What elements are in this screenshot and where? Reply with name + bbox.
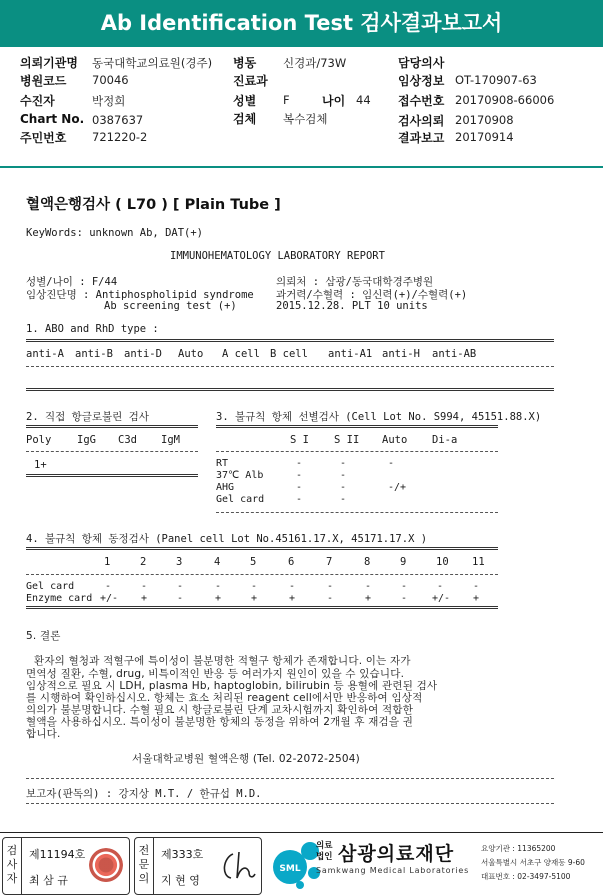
screen-col-auto: Auto xyxy=(382,434,408,446)
panel-result-cell: - xyxy=(251,581,258,592)
org-address: 서울특별시 서초구 양재동 9-60 xyxy=(481,858,585,867)
label-request-date: 검사의뢰 xyxy=(398,114,445,128)
screen-row-label: 37℃ Alb xyxy=(216,470,264,481)
abo-col-2: anti-B xyxy=(75,348,113,360)
header-divider xyxy=(0,166,603,168)
abo-col-1: anti-A xyxy=(26,348,64,360)
section4-title: 4. 불규칙 항체 동정검사 (Panel cell Lot No.45161.17.X, 45171.17.X ) xyxy=(26,533,428,545)
conclusion-line: 혈액을 사용하십시오. 특이성이 불분명한 항체의 동정을 위하여 2개월 후 재검을 권 xyxy=(26,716,414,728)
panel-cell-number: 11 xyxy=(472,556,485,568)
specialist-box xyxy=(134,837,262,895)
specialist-license: 제333호 xyxy=(161,848,204,861)
label-requesting-institution: 의뢰기관명 xyxy=(20,56,78,70)
section4-rule-mid xyxy=(26,574,498,575)
examiner-name: 최 삼 규 xyxy=(29,874,68,887)
panel-cell-number: 1 xyxy=(104,556,111,568)
conclusion-line: 임상적으로 필요 시 LDH, plasma Hb, haptoglobin, bilirubin 등 용혈에 관련된 검사 xyxy=(26,680,438,692)
section2-rule-mid xyxy=(26,451,198,452)
screen-col-s2: S II xyxy=(334,434,360,446)
label-ward: 병동 xyxy=(233,56,257,70)
panel-result-cell: - xyxy=(105,581,112,592)
panel-result-cell: + xyxy=(141,593,148,604)
reporter-rule-bottom xyxy=(26,803,554,804)
dat-col-igm: IgM xyxy=(161,434,180,446)
org-phone: 대표번호 : 02-3497-5100 xyxy=(481,872,571,881)
examiner-license: 제11194호 xyxy=(29,848,86,861)
conclusion-line: 를 시행하여 확인하십시오. 항체는 효소 처리된 reagent cell에서만 반응하여 임상적 xyxy=(26,692,423,704)
section4-rule-top xyxy=(26,547,498,550)
abo-col-3: anti-D xyxy=(124,348,162,360)
screen-cell: - xyxy=(296,458,303,469)
abo-col-6: B cell xyxy=(270,348,308,360)
conclusion-line: 합니다. xyxy=(26,728,61,740)
specialist-signature xyxy=(219,848,257,884)
value-report-date: 20170914 xyxy=(455,130,514,144)
panel-result-cell: - xyxy=(401,581,408,592)
section3-rule-mid xyxy=(216,451,498,452)
value-sex: F xyxy=(283,93,290,107)
abo-col-5: A cell xyxy=(222,348,260,360)
section2-rule-bottom xyxy=(26,474,198,477)
examiner-seal xyxy=(89,848,123,882)
specialist-label: 전 문 의 xyxy=(138,844,150,885)
panel-result-cell: - xyxy=(141,581,148,592)
label-doctor: 담당의사 xyxy=(398,56,445,70)
panel-result-cell: + xyxy=(289,593,296,604)
panel-result-cell: +/- xyxy=(100,593,119,604)
panel-result-cell: + xyxy=(215,593,222,604)
section4-rule-bottom xyxy=(26,606,498,609)
screen-cell: - xyxy=(340,470,347,481)
screen-cell: - xyxy=(296,482,303,493)
screen-cell: - xyxy=(340,458,347,469)
patient-info-panel xyxy=(0,47,603,167)
panel-result-cell: - xyxy=(401,593,408,604)
dat-col-c3d: C3d xyxy=(118,434,137,446)
label-report-date: 결과보고 xyxy=(398,131,445,145)
footer xyxy=(0,832,603,896)
conclusion-line: 환자의 혈청과 적혈구에 특이성이 불분명한 적혈구 항체가 존재합니다. 이는 자가 xyxy=(34,655,411,667)
conclusion-line: 의의가 불분명합니다. 수혈 필요 시 항글로불린 단계 교차시험까지 확인하여 적합한 xyxy=(26,704,414,716)
panel-cell-number: 6 xyxy=(288,556,295,568)
screen-cell: -/+ xyxy=(388,482,407,493)
org-code: 요양기관 : 11365200 xyxy=(481,844,556,853)
label-department: 진료과 xyxy=(233,74,268,88)
label-clinical-info: 임상정보 xyxy=(398,74,445,88)
examiner-divider xyxy=(21,838,22,894)
panel-cell-number: 8 xyxy=(364,556,371,568)
panel-cell-number: 7 xyxy=(326,556,333,568)
section1-title: 1. ABO and RhD type : xyxy=(26,323,159,335)
panel-result-cell: - xyxy=(437,581,444,592)
panel-cell-number: 10 xyxy=(436,556,449,568)
value-ward: 신경과/73W xyxy=(283,56,347,70)
panel-result-cell: - xyxy=(365,581,372,592)
panel-result-cell: - xyxy=(473,581,480,592)
report-heading: IMMUNOHEMATOLOGY LABORATORY REPORT xyxy=(170,250,385,262)
svg-text:SML: SML xyxy=(279,864,301,874)
panel-cell-number: 9 xyxy=(400,556,407,568)
panel-row-label: Gel card xyxy=(26,581,75,592)
patient-history-2: 2015.12.28. PLT 10 units xyxy=(276,300,428,312)
screen-cell: - xyxy=(340,482,347,493)
panel-cell-number: 5 xyxy=(250,556,257,568)
value-clinical-info: OT-170907-63 xyxy=(455,73,537,87)
report-title: Ab Identification Test 검사결과보고서 xyxy=(0,0,603,47)
panel-result-cell: - xyxy=(327,593,334,604)
label-resident-no: 주민번호 xyxy=(20,131,67,145)
reporter: 보고자(판독의) : 강지상 M.T. / 한규섭 M.D. xyxy=(26,788,262,800)
value-patient-name: 박정희 xyxy=(92,94,126,108)
screen-row-label: Gel card xyxy=(216,494,265,505)
panel-result-cell: + xyxy=(251,593,258,604)
screen-cell: - xyxy=(340,494,347,505)
dat-col-poly: Poly xyxy=(26,434,52,446)
abo-col-4: Auto xyxy=(178,348,204,360)
patient-diagnosis-2: Ab screening test (+) xyxy=(104,300,237,312)
label-receipt-no: 접수번호 xyxy=(398,94,445,108)
panel-cell-number: 2 xyxy=(140,556,147,568)
patient-history-1: 과거력/수혈력 : 임신력(+)/수혈력(+) xyxy=(276,289,468,301)
screen-cell: - xyxy=(296,470,303,481)
institution: 서울대학교병원 혈액은행 (Tel. 02-2072-2504) xyxy=(132,753,360,765)
panel-cell-number: 4 xyxy=(214,556,221,568)
screen-col-dia: Di-a xyxy=(432,434,458,446)
value-requesting-institution: 동국대학교의료원(경주) xyxy=(92,56,213,70)
screen-col-s1: S I xyxy=(290,434,309,446)
patient-diagnosis-1: 임상진단명 : Antiphospholipid syndrome xyxy=(26,289,254,301)
abo-col-8: anti-H xyxy=(382,348,420,360)
panel-result-cell: - xyxy=(289,581,296,592)
value-specimen: 복수검체 xyxy=(283,112,328,126)
panel-result-cell: - xyxy=(177,593,184,604)
value-request-date: 20170908 xyxy=(455,113,514,127)
section3-title: 3. 불규칙 항체 선별검사 (Cell Lot No. S994, 45151.88.X) xyxy=(216,411,542,423)
panel-cell-number: 3 xyxy=(176,556,183,568)
screen-cell: - xyxy=(388,458,395,469)
keywords: KeyWords: unknown Ab, DAT(+) xyxy=(26,227,204,239)
org-type: 의료 법인 xyxy=(316,841,333,862)
patient-referral: 의뢰처 : 삼광/동국대학경주병원 xyxy=(276,276,434,288)
screen-row-label: AHG xyxy=(216,482,235,493)
panel-result-cell: - xyxy=(327,581,334,592)
value-age: 44 xyxy=(356,93,371,107)
org-english: Samkwang Medical Laboratories xyxy=(316,866,470,875)
value-chart-no: 0387637 xyxy=(92,113,144,127)
patient-sex-age: 성별/나이 : F/44 xyxy=(26,276,118,288)
section2-rule-top xyxy=(26,425,198,428)
conclusion-line: 면역성 질환, 수혈, drug, 비특이적인 반응 등 여러가지 원인이 있을 수 있습니다. xyxy=(26,668,405,680)
value-resident-no: 721220-2 xyxy=(92,130,148,144)
section1-rule-top xyxy=(26,339,554,342)
specialist-name: 지 현 영 xyxy=(161,874,200,887)
screen-cell: - xyxy=(296,494,303,505)
label-chart-no: Chart No. xyxy=(20,112,85,126)
panel-result-cell: + xyxy=(365,593,372,604)
label-specimen: 검체 xyxy=(233,112,257,126)
section3-rule-top xyxy=(216,425,498,428)
examiner-label: 검 사 자 xyxy=(6,844,18,885)
section3-rule-bottom xyxy=(216,512,498,513)
org-name: 삼광의료재단 xyxy=(338,843,455,865)
panel-row-label: Enzyme card xyxy=(26,593,93,604)
abo-col-9: anti-AB xyxy=(432,348,477,360)
section2-title: 2. 직접 항글로불린 검사 xyxy=(26,411,149,423)
abo-col-7: anti-A1 xyxy=(328,348,373,360)
label-hospital-code: 병원코드 xyxy=(20,74,67,88)
screen-row-label: RT xyxy=(216,458,229,469)
panel-result-cell: + xyxy=(473,593,480,604)
panel-result-cell: +/- xyxy=(432,593,451,604)
value-receipt-no: 20170908-66006 xyxy=(455,93,555,107)
section5-title: 5. 결론 xyxy=(26,630,61,642)
dat-result-poly: 1+ xyxy=(34,459,47,471)
label-patient-name: 수진자 xyxy=(20,94,55,108)
label-sex: 성별 xyxy=(233,94,257,108)
section1-rule-bottom xyxy=(26,388,554,391)
reporter-rule-top xyxy=(26,778,554,779)
panel-result-cell: - xyxy=(177,581,184,592)
specialist-divider xyxy=(153,838,154,894)
section1-rule-mid xyxy=(26,366,554,367)
value-hospital-code: 70046 xyxy=(92,73,129,87)
document-title: 혈액은행검사 ( L70 ) [ Plain Tube ] xyxy=(26,197,281,213)
label-age: 나이 xyxy=(322,94,346,108)
examiner-box xyxy=(2,837,130,895)
dat-col-igg: IgG xyxy=(77,434,96,446)
panel-result-cell: - xyxy=(215,581,222,592)
